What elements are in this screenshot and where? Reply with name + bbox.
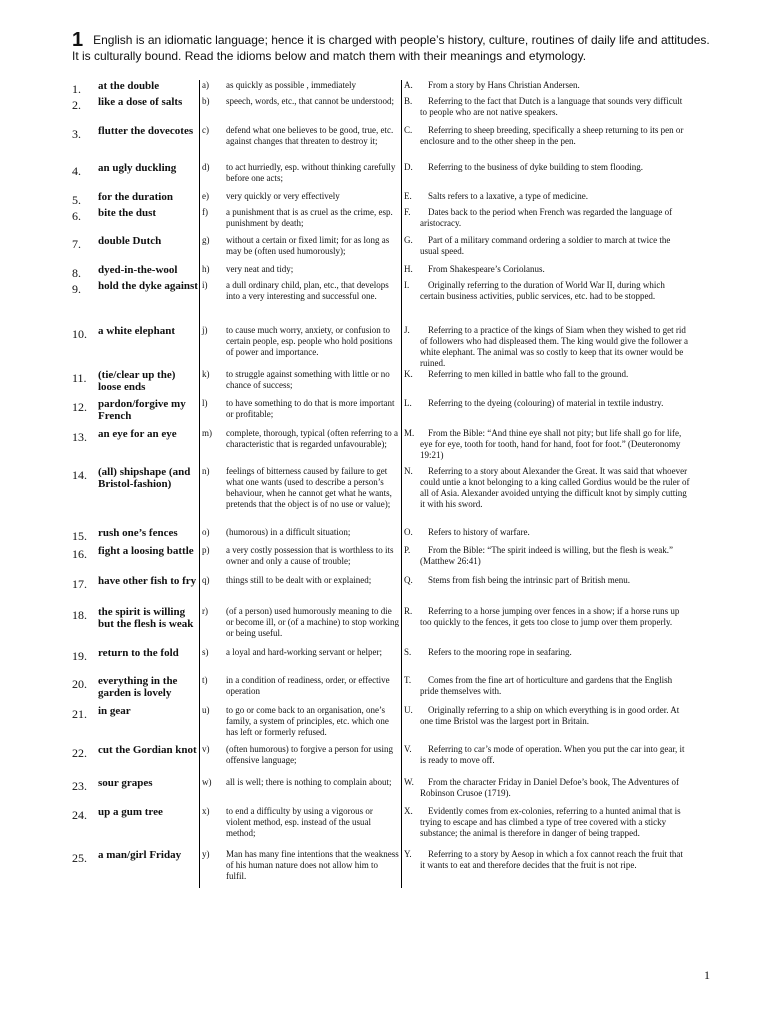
idiom-text: the spirit is willing but the flesh is weak xyxy=(98,606,194,630)
meaning-letter: r) xyxy=(202,606,208,616)
idiom-text: return to the fold xyxy=(98,647,179,659)
etymology-letter: C. xyxy=(404,125,413,135)
etymology-text: From a story by Hans Christian Andersen. xyxy=(428,80,580,90)
etymology-text: From Shakespeare’s Coriolanus. xyxy=(428,264,545,274)
column-divider xyxy=(401,80,402,888)
etymology-text: From the Bible: “And thine eye shall not pity; but life shall go for life, eye for eye, tooth for tooth, hand for hand, foot for foot.” (Deuteronomy 19:21) xyxy=(420,428,682,460)
etymology-letter: E. xyxy=(404,191,412,201)
etymology-letter: Q. xyxy=(404,575,413,585)
etymology-letter: S. xyxy=(404,647,412,657)
row-number: 4. xyxy=(72,164,81,178)
etymology-text: Referring to car’s mode of operation. When you put the car into gear, it is ready to move off. xyxy=(420,744,685,765)
meaning-letter: n) xyxy=(202,466,210,476)
exercise-number: 1 xyxy=(72,29,84,51)
meaning-letter: f) xyxy=(202,207,208,217)
etymology-text: Referring to a horse jumping over fences in a show; if a horse runs up too quickly to the fences, it gets too close to jump over them properly. xyxy=(420,606,680,627)
row-number: 5. xyxy=(72,193,81,207)
meaning-letter: v) xyxy=(202,744,210,754)
meaning-letter: s) xyxy=(202,647,209,657)
meaning-letter: p) xyxy=(202,545,210,555)
row-number: 24. xyxy=(72,808,87,822)
meaning-text: to cause much worry, anxiety, or confusion to certain people, esp. people who hold positions of power and importance. xyxy=(226,325,393,357)
row-number: 10. xyxy=(72,327,87,341)
row-number: 15. xyxy=(72,529,87,543)
row-number: 11. xyxy=(72,371,87,385)
row-number: 21. xyxy=(72,707,87,721)
row-number: 6. xyxy=(72,209,81,223)
etymology-letter: F. xyxy=(404,207,411,217)
meaning-text: Man has many fine intentions that the weakness of his human nature does not allow him to fulfil. xyxy=(226,849,399,881)
idiom-text: an eye for an eye xyxy=(98,428,177,440)
meaning-text: (often humorous) to forgive a person for using offensive language; xyxy=(226,744,394,765)
idiom-text: up a gum tree xyxy=(98,806,163,818)
meaning-text: all is well; there is nothing to complain about; xyxy=(226,777,392,787)
meaning-text: to act hurriedly, esp. without thinking carefully before one acts; xyxy=(226,162,396,183)
etymology-text: Referring to the fact that Dutch is a language that sounds very difficult to people who are not native speakers. xyxy=(420,96,683,117)
idiom-text: cut the Gordian knot xyxy=(98,744,197,756)
meaning-letter: x) xyxy=(202,806,210,816)
meaning-letter: g) xyxy=(202,235,210,245)
etymology-text: Originally referring to a ship on which everything is in good order. At one time Bristol was the largest port in Britain. xyxy=(420,705,680,726)
etymology-text: Evidently comes from ex-colonies, referring to a hunted animal that is trying to escape and has climbed a type of tree covered with a sticky substance; the animal is therefore in danger of being trapped. xyxy=(420,806,681,838)
meaning-text: (of a person) used humorously meaning to die or become ill, or (of a machine) to stop working or being useful. xyxy=(226,606,399,638)
meaning-text: very neat and tidy; xyxy=(226,264,294,274)
etymology-text: Referring to a practice of the kings of Siam when they wished to get rid of followers who had displeased them. The king would give the follower a white elephant. The animal was so costly to keep that its owner would be ruined. xyxy=(420,325,689,368)
row-number: 8. xyxy=(72,266,81,280)
etymology-text: Comes from the fine art of horticulture and gardens that the English pride themselves with. xyxy=(420,675,673,696)
etymology-text: Stems from fish being the intrinsic part of British menu. xyxy=(428,575,630,585)
row-number: 1. xyxy=(72,82,81,96)
meaning-text: complete, thorough, typical (often referring to a characteristic that is regarded unfavourable); xyxy=(226,428,398,449)
etymology-text: Referring to the business of dyke building to stem flooding. xyxy=(428,162,643,172)
meaning-text: to go or come back to an organisation, one’s family, a system of principles, etc. which one has left or formerly refused. xyxy=(226,705,389,737)
meaning-text: defend what one believes to be good, true, etc. against changes that threaten to destroy it; xyxy=(226,125,394,146)
etymology-letter: M. xyxy=(404,428,415,438)
etymology-text: Refers to history of warfare. xyxy=(428,527,530,537)
exercise-instructions xyxy=(72,29,712,64)
meaning-letter: h) xyxy=(202,264,210,274)
meaning-text: without a certain or fixed limit; for as long as may be (often used humorously); xyxy=(226,235,390,256)
page-number: 1 xyxy=(704,968,710,982)
etymology-letter: K. xyxy=(404,369,413,379)
meaning-letter: t) xyxy=(202,675,208,685)
idiom-text: flutter the dovecotes xyxy=(98,125,194,137)
row-number: 22. xyxy=(72,746,87,760)
meaning-text: to end a difficulty by using a vigorous or violent method, esp. instead of the usual method; xyxy=(226,806,373,838)
row-number: 3. xyxy=(72,127,81,141)
idiom-text: like a dose of salts xyxy=(98,96,183,108)
idiom-text: pardon/forgive my French xyxy=(98,398,186,422)
idiom-text: dyed-in-the-wool xyxy=(98,264,178,276)
idiom-text: (all) shipshape (and Bristol-fashion) xyxy=(98,466,191,490)
meaning-text: feelings of bitterness caused by failure to get what one wants (used to describe a person’s behaviour, when he cannot get what he wants, pretends that the object is of no use or value); xyxy=(226,466,392,509)
etymology-letter: O. xyxy=(404,527,413,537)
meaning-text: very quickly or very effectively xyxy=(226,191,340,201)
etymology-text: Refers to the mooring rope in seafaring. xyxy=(428,647,572,657)
idiom-text: in gear xyxy=(98,705,131,717)
etymology-text: Dates back to the period when French was regarded the language of aristocracy. xyxy=(420,207,673,228)
meaning-letter: m) xyxy=(202,428,212,438)
idiom-text: have other fish to fry xyxy=(98,575,197,587)
meaning-text: a loyal and hard-working servant or helper; xyxy=(226,647,382,657)
idiom-text: at the double xyxy=(98,80,160,92)
etymology-letter: P. xyxy=(404,545,411,555)
etymology-letter: G. xyxy=(404,235,413,245)
meaning-letter: b) xyxy=(202,96,210,106)
etymology-letter: I. xyxy=(404,280,410,290)
meaning-letter: c) xyxy=(202,125,209,135)
instructions-text: English is an idiomatic language; hence it is charged with people’s history, culture, routines of daily life and attitudes. It is culturally bound. Read the idioms below and match them with their meanings and etymology. xyxy=(72,33,710,63)
meaning-letter: j) xyxy=(202,325,208,335)
etymology-text: From the character Friday in Daniel Defoe’s book, The Adventures of Robinson Crusoe (1719). xyxy=(420,777,680,798)
etymology-letter: X. xyxy=(404,806,413,816)
meaning-text: as quickly as possible , immediately xyxy=(226,80,356,90)
etymology-text: Referring to a story by Aesop in which a fox cannot reach the fruit that it wants to eat and therefore decides that the fruit is not ripe. xyxy=(420,849,683,870)
row-number: 2. xyxy=(72,98,81,112)
row-number: 23. xyxy=(72,779,87,793)
meaning-letter: d) xyxy=(202,162,210,172)
idiom-text: sour grapes xyxy=(98,777,153,789)
etymology-letter: T. xyxy=(404,675,412,685)
etymology-text: From the Bible: “The spirit indeed is willing, but the flesh is weak.” (Matthew 26:41) xyxy=(420,545,673,566)
row-number: 17. xyxy=(72,577,87,591)
row-number: 13. xyxy=(72,430,87,444)
meaning-text: to have something to do that is more important or profitable; xyxy=(226,398,395,419)
meaning-letter: i) xyxy=(202,280,208,290)
idiom-text: a man/girl Friday xyxy=(98,849,182,861)
meaning-letter: k) xyxy=(202,369,210,379)
etymology-text: Originally referring to the duration of World War II, during which certain business activities, public services, etc. had to be stopped. xyxy=(420,280,665,301)
meaning-text: (humorous) in a difficult situation; xyxy=(226,527,351,537)
row-number: 25. xyxy=(72,851,87,865)
meaning-letter: u) xyxy=(202,705,210,715)
etymology-text: Salts refers to a laxative, a type of medicine. xyxy=(428,191,588,201)
idiom-text: an ugly duckling xyxy=(98,162,177,174)
etymology-letter: D. xyxy=(404,162,413,172)
idiom-text: rush one’s fences xyxy=(98,527,178,539)
row-number: 14. xyxy=(72,468,87,482)
row-number: 19. xyxy=(72,649,87,663)
etymology-letter: V. xyxy=(404,744,412,754)
idiom-text: hold the dyke against xyxy=(98,280,198,292)
etymology-letter: B. xyxy=(404,96,413,106)
meaning-letter: w) xyxy=(202,777,212,787)
idiom-text: (tie/clear up the) loose ends xyxy=(98,369,176,393)
etymology-letter: W. xyxy=(404,777,414,787)
etymology-text: Referring to men killed in battle who fall to the ground. xyxy=(428,369,629,379)
meaning-letter: q) xyxy=(202,575,210,585)
etymology-letter: J. xyxy=(404,325,410,335)
meaning-text: a punishment that is as cruel as the crime, esp. punishment by death; xyxy=(226,207,393,228)
etymology-text: Referring to the dyeing (colouring) of material in textile industry. xyxy=(428,398,664,408)
meaning-text: to struggle against something with little or no chance of success; xyxy=(226,369,390,390)
meaning-letter: e) xyxy=(202,191,209,201)
etymology-text: Referring to sheep breeding, specifically a sheep returning to its pen or enclosure and to the other sheep in the pen. xyxy=(420,125,684,146)
idiom-text: for the duration xyxy=(98,191,173,203)
etymology-text: Referring to a story about Alexander the Great. It was said that whoever could untie a knot belonging to a king called Gordius would be the ruler of all of Asia. Alexander avoided untying the difficult knot by simply cutting it with his sword. xyxy=(420,466,690,509)
etymology-letter: U. xyxy=(404,705,413,715)
row-number: 9. xyxy=(72,282,81,296)
meaning-letter: y) xyxy=(202,849,210,859)
etymology-letter: H. xyxy=(404,264,413,274)
meaning-text: a dull ordinary child, plan, etc., that develops into a very interesting and successful one. xyxy=(226,280,389,301)
etymology-letter: Y. xyxy=(404,849,412,859)
meaning-text: a very costly possession that is worthless to its owner and only a cause of trouble; xyxy=(226,545,394,566)
idiom-text: everything in the garden is lovely xyxy=(98,675,178,699)
idiom-text: a white elephant xyxy=(98,325,175,337)
idiom-text: double Dutch xyxy=(98,235,162,247)
etymology-letter: R. xyxy=(404,606,413,616)
row-number: 7. xyxy=(72,237,81,251)
meaning-text: things still to be dealt with or explained; xyxy=(226,575,372,585)
row-number: 20. xyxy=(72,677,87,691)
etymology-letter: L. xyxy=(404,398,412,408)
etymology-letter: N. xyxy=(404,466,413,476)
etymology-letter: A. xyxy=(404,80,413,90)
meaning-text: speech, words, etc., that cannot be understood; xyxy=(226,96,394,106)
idiom-text: bite the dust xyxy=(98,207,157,219)
row-number: 16. xyxy=(72,547,87,561)
idiom-text: fight a loosing battle xyxy=(98,545,194,557)
meaning-letter: o) xyxy=(202,527,210,537)
meaning-letter: a) xyxy=(202,80,209,90)
meaning-text: in a condition of readiness, order, or effective operation xyxy=(226,675,390,696)
row-number: 12. xyxy=(72,400,87,414)
etymology-text: Part of a military command ordering a soldier to march at twice the usual speed. xyxy=(420,235,671,256)
meaning-letter: l) xyxy=(202,398,208,408)
row-number: 18. xyxy=(72,608,87,622)
column-divider xyxy=(199,80,200,888)
